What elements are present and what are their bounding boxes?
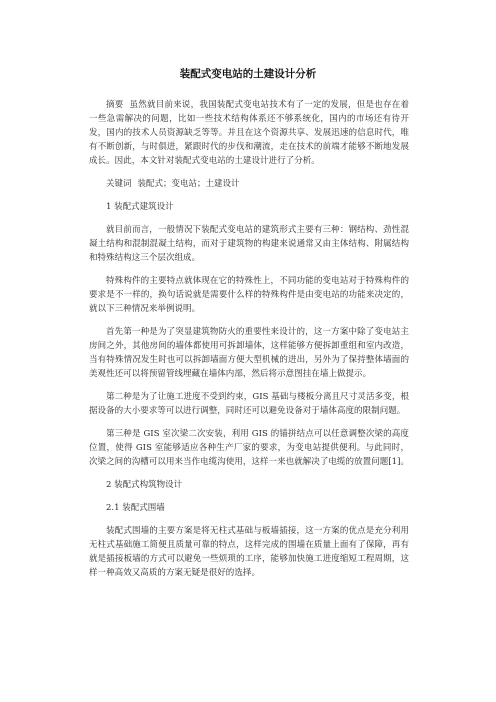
section-2-heading: 2 装配式构筑物设计 bbox=[106, 480, 183, 490]
keywords-text: 装配式；变电站；土建设计 bbox=[137, 179, 240, 189]
abstract-paragraph bbox=[89, 98, 409, 168]
paragraph-6: 装配式围墙的主要方案是将无柱式基础与板墙插接，这一方案的优点是充分利用无柱式基础施工简便且质量可靠的特点，这样完成的围墙在质量上面有了保障，再有就是插接板墙的方式可以避免一些烦琐的工序，能够加快施工进度缩短工程周期，这样一种高效又高质的方案无疑是很好的选择。 bbox=[89, 526, 409, 578]
document-title: 装配式变电站的土建设计分析 bbox=[179, 68, 317, 80]
paragraph-4: 第二种是为了让施工进度不受到约束，GIS 基础与楼板分离且尺寸灵活多变，根据设备的大小要求等可以进行调整，同时还可以避免设备对于墙体高度的限制问题。 bbox=[89, 392, 409, 416]
keywords-label: 关键词 bbox=[106, 179, 132, 189]
paragraph-5: 第三种是 GIS 室次梁二次安装，利用 GIS 的锚拼结点可以任意调整次梁的高度位置，使得 GIS 室能够适应各种生产厂家的要求，为变电站提供便利。与此同时，次梁之间的沟槽可以用来当作电缆沟使用，这样一来也就解决了电缆的放置问题[1]。 bbox=[89, 429, 409, 467]
section-2-1-heading: 2.1 装配式围墙 bbox=[106, 503, 165, 513]
section-1-heading: 1 装配式建筑设计 bbox=[106, 202, 174, 212]
paragraph-2: 特殊构件的主要特点就体现在它的特殊性上，不同功能的变电站对于特殊构件的要求是不一样的，换句话说就是需要什么样的特殊构件是由变电站的功能来决定的，就以下三种情况来举例说明。 bbox=[89, 276, 409, 314]
paragraph-3: 首先第一种是为了突显建筑物防火的重要性来设计的，这一方案中除了变电站主房间之外，其他房间的墙体都使用可拆卸墙体，这样能够方便拆卸重组和室内改造，当有特殊情况发生时也可以拆卸墙面方便大型机械的进出，另外为了保持整体墙面的美观性还可以将预留管线埋藏在墙体内部，然后将示意图挂在墙上做提示。 bbox=[89, 327, 409, 379]
abstract-label: 摘要 bbox=[106, 100, 124, 110]
document-body bbox=[89, 98, 409, 589]
abstract-text: 虽然就目前来说，我国装配式变电站技术有了一定的发展，但是也存在着一些急需解决的问题，比如一些技术结构体系还不够系统化，国内的市场还有待开发，国内的技术人员资源缺乏等等。并且在这个资源共享、发展迅速的信息时代，唯有不断创新，与时俱进，紧跟时代的步伐和潮流，走在技术的前端才能够不断地发展成长。因此，本文针对装配式变电站的土建设计进行了分析。 bbox=[89, 100, 409, 166]
paragraph-1: 就目前而言，一般情况下装配式变电站的建筑形式主要有三种：钢结构、劲性混凝土结构和混制混凝土结构，而对于建筑物的构建来说通常又由主体结构、附属结构和特殊结构这三个层次组成。 bbox=[89, 225, 409, 263]
keywords-line bbox=[89, 177, 409, 191]
